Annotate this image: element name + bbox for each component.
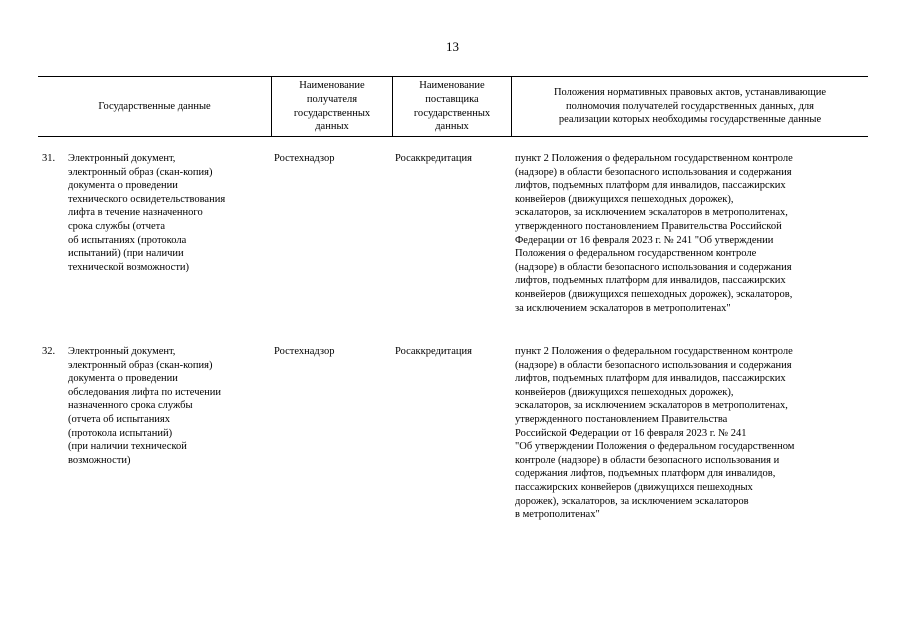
row-number: 31.: [42, 153, 56, 164]
row-supplier-cell: Росаккредитация: [395, 153, 472, 164]
header-cell-data: [38, 77, 271, 136]
header-recipient-label: Наименование получателя государственных данных: [293, 80, 371, 133]
row-supplier-cell: Росаккредитация: [395, 346, 472, 357]
row-number: 32.: [42, 346, 56, 357]
row-recipient-cell: Ростехнадзор: [274, 346, 335, 357]
header-supplier-label: Наименование поставщика государственных данных: [413, 80, 491, 133]
row-law-cell: пункт 2 Положения о федеральном государственном контроле (надзоре) в области безопасного использования и содержания лифтов, подъемных платформ для инвалидов, пассажирских конвейеров (движущихся пешеходных дорожек), эскалаторов, за исключением эскалаторов в метрополитенах, утвержденного постановлением Правительства Российской Федерации от 16 февраля 2023 г. № 241 "Об утверждении Положения о федеральном государственном контроле (надзоре) в области безопасного использования и содержания лифтов, подъемных платформ для инвалидов, пассажирских конвейеров (движущихся пешеходных дорожек), эскалаторов, за исключением эскалаторов в метрополитенах": [515, 153, 793, 314]
row-recipient-cell: Ростехнадзор: [274, 153, 335, 164]
header-cell-recipient: [272, 77, 392, 136]
row-data-cell: Электронный документ, электронный образ (скан-копия) документа о проведении технического освидетельствования лифта в течение назначенного срока службы (отчета об испытаниях (протокола испытаний) (при наличии технической возможности): [68, 153, 226, 273]
row-law-cell: пункт 2 Положения о федеральном государственном контроле (надзоре) в области безопасного использования и содержания лифтов, подъемных платформ для инвалидов, пассажирских конвейеров (движущихся пешеходных дорожек), эскалаторов, за исключением эскалаторов в метрополитенах, утвержденного постановлением Правительства Российской Федерации от 16 февраля 2023 г. № 241 "Об утверждении Положения о федеральном государственном контроле (надзоре) в области безопасного использования и содержания лифтов, подъемных платформ для инвалидов, пассажирских конвейеров (движущихся пешеходных дорожек), эскалаторов, за исключением эскалаторов в метрополитенах": [515, 346, 795, 521]
header-cell-law: [512, 77, 868, 136]
page-number: 13: [446, 39, 459, 54]
header-data-label: Государственные данные: [98, 100, 211, 112]
header-cell-supplier: [393, 77, 511, 136]
header-law-label: Положения нормативных правовых актов, устанавливающие полномочия получателей государственных данных, для реализации которых необходимы государственные данные: [553, 87, 827, 126]
table-header-rule: [38, 136, 868, 137]
row-data-cell: Электронный документ, электронный образ (скан-копия) документа о проведении обследования лифта по истечении назначенного срока службы (отчета об испытаниях (протокола испытаний) (при наличии технической возможности): [68, 346, 222, 466]
